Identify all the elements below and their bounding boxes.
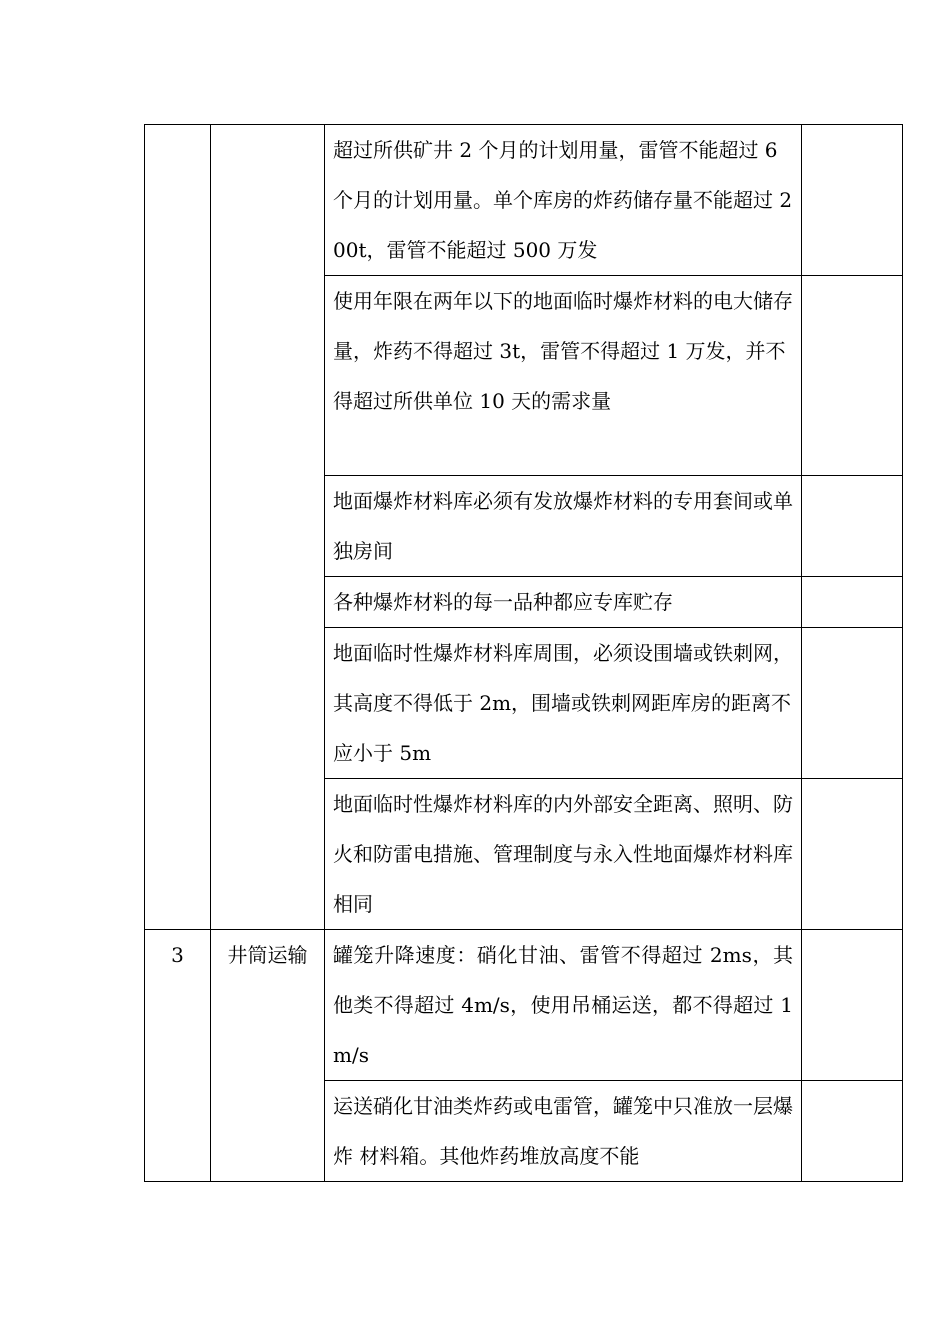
requirement-cell	[325, 628, 802, 779]
requirement-text: 超过所供矿井 2 个月的计划用量，雷管不能超过 6 个月的计划用量。单个库房的炸药储存量不能超过 200t，雷管不能超过 500 万发	[333, 138, 793, 262]
requirement-cell	[325, 930, 802, 1081]
requirement-text: 罐笼升降速度：硝化甘油、雷管不得超过 2ms，其他类不得超过 4m/s，使用吊桶运送，都不得超过 1m/s	[333, 943, 793, 1067]
check-cell	[802, 1081, 903, 1182]
check-cell	[802, 930, 903, 1081]
safety-check-table	[144, 124, 903, 1182]
requirement-cell	[325, 779, 802, 930]
requirement-cell	[325, 476, 802, 577]
check-cell	[802, 577, 903, 628]
check-cell	[802, 125, 903, 276]
check-cell	[802, 628, 903, 779]
item-number-cell	[145, 125, 211, 930]
requirement-text: 地面临时性爆炸材料库周围，必须设围墙或铁刺网，其高度不得低于 2m，围墙或铁刺网距库房的距离不应小于 5m	[333, 641, 793, 765]
item-number-cell: 3	[145, 930, 211, 1182]
check-cell	[802, 476, 903, 577]
requirement-text: 地面临时性爆炸材料库的内外部安全距离、照明、防火和防雷电措施、管理制度与永入性地面爆炸材料库相同	[333, 792, 793, 916]
check-cell	[802, 779, 903, 930]
requirement-text: 各种爆炸材料的每一品种都应专库贮存	[333, 590, 673, 614]
requirement-text: 地面爆炸材料库必须有发放爆炸材料的专用套间或单独房间	[333, 489, 793, 563]
check-cell	[802, 276, 903, 476]
item-category-cell	[211, 125, 325, 930]
requirement-text: 使用年限在两年以下的地面临时爆炸材料的电大储存量，炸药不得超过 3t，雷管不得超过 1 万发，并不得超过所供单位 10 天的需求量	[333, 289, 793, 413]
table-row	[145, 125, 903, 276]
table-row	[145, 930, 903, 1081]
item-category-cell: 井筒运输	[211, 930, 325, 1182]
requirement-text: 运送硝化甘油类炸药或电雷管，罐笼中只准放一层爆炸 材料箱。其他炸药堆放高度不能	[333, 1094, 793, 1168]
requirement-cell	[325, 1081, 802, 1182]
requirement-cell	[325, 577, 802, 628]
requirement-cell	[325, 276, 802, 476]
requirement-cell	[325, 125, 802, 276]
